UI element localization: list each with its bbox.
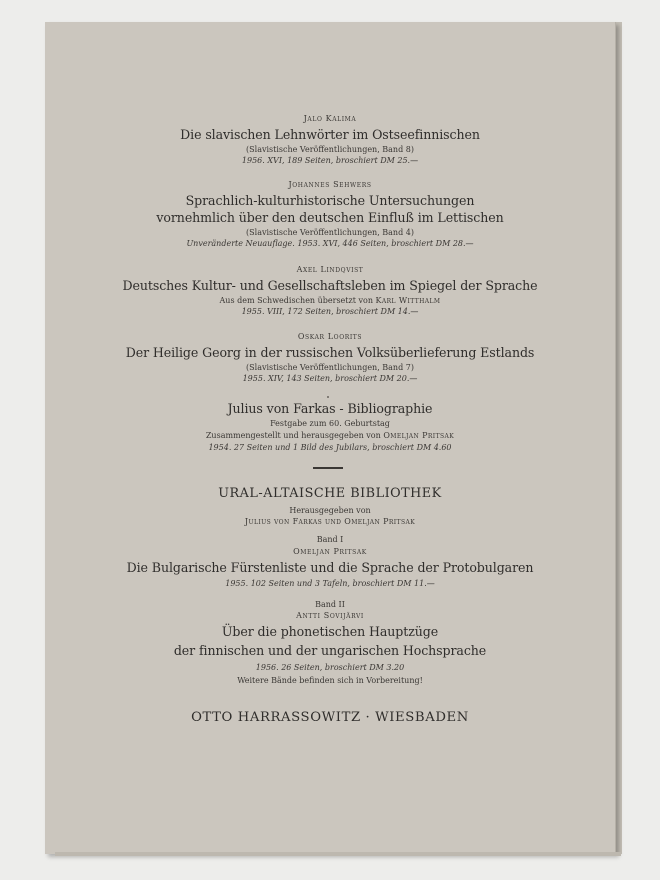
title-farkas-bibliographie: Julius von Farkas - Bibliographie [227, 401, 433, 416]
band-2-label: Band II [315, 600, 345, 609]
title-sehwers-line1: Sprachlich-kulturhistorische Untersuchungen [185, 193, 475, 208]
translator-name: Karl Witthalm [375, 296, 441, 305]
series-note-kalima: (Slavistische Veröffentlichungen, Band 8) [246, 145, 414, 154]
series-note-loorits: (Slavistische Veröffentlichungen, Band 7) [246, 363, 414, 372]
title-lindqvist: Deutsches Kultur- und Gesellschaftsleben im Spiegel der Sprache [122, 278, 538, 293]
details-band-2: 1956. 26 Seiten, broschiert DM 3.20 [255, 663, 405, 672]
title-sovijarvi-line2: der finnischen und der ungarischen Hochsprache [173, 643, 487, 658]
author-loorits: Oskar Loorits [297, 332, 363, 341]
title-sehwers-line2: vornehmlich über den deutschen Einfluß im Lettischen [156, 210, 504, 225]
title-sovijarvi-line1: Über die phonetischen Hauptzüge [221, 624, 439, 639]
details-kalima: 1956. XVI, 189 Seiten, broschiert DM 25.— [241, 156, 419, 165]
author-sehwers: Johannes Sehwers [288, 180, 372, 189]
author-sovijarvi: Antti Sovijärvi [296, 611, 364, 620]
band-1-label: Band I [316, 535, 344, 544]
details-loorits: 1955. XIV, 143 Seiten, broschiert DM 20.— [242, 374, 418, 383]
author-kalima: Jalo Kalima [303, 114, 357, 123]
section-divider-rule [313, 467, 343, 469]
forthcoming-note: Weitere Bände befinden sich in Vorbereitung! [237, 676, 423, 685]
divider-dot [327, 396, 329, 398]
title-kalima: Die slavischen Lehnwörter im Ostseefinnischen [180, 127, 480, 142]
details-band-1: 1955. 102 Seiten und 3 Tafeln, broschiert DM 11.— [225, 579, 435, 588]
details-farkas: 1954. 27 Seiten und 1 Bild des Jubilars, broschiert DM 4.60 [208, 443, 452, 452]
details-sehwers: Unveränderte Neuauflage. 1953. XVI, 446 Seiten, broschiert DM 28.— [186, 239, 474, 248]
publisher-imprint: OTTO HARRASSOWITZ · WIESBADEN [191, 710, 469, 725]
editor-name: Omeljan Pritsak [383, 431, 455, 440]
author-pritsak: Omeljan Pritsak [293, 547, 367, 556]
title-bulgarische-fuerstenliste: Die Bulgarische Fürstenliste und die Sprache der Protobulgaren [126, 560, 534, 575]
note-festgabe: Festgabe zum 60. Geburtstag [270, 419, 390, 428]
details-lindqvist: 1955. VIII, 172 Seiten, broschiert DM 14.— [241, 307, 419, 316]
cover-bottom-edge [55, 852, 621, 856]
series-editors-label: Herausgegeben von [289, 506, 371, 515]
author-lindqvist: Axel Lindqvist [296, 265, 364, 274]
editor-note-farkas: Zusammengestellt und herausgegeben von Omeljan Pritsak [205, 431, 455, 440]
series-note-sehwers: (Slavistische Veröffentlichungen, Band 4) [246, 228, 414, 237]
series-editors: Julius von Farkas und Omeljan Pritsak [244, 517, 416, 526]
title-loorits: Der Heilige Georg in der russischen Volksüberlieferung Estlands [125, 345, 535, 360]
series-title: URAL-ALTAISCHE BIBLIOTHEK [218, 486, 442, 501]
translation-note-lindqvist: Aus dem Schwedischen übersetzt von Karl Witthalm [219, 296, 441, 305]
